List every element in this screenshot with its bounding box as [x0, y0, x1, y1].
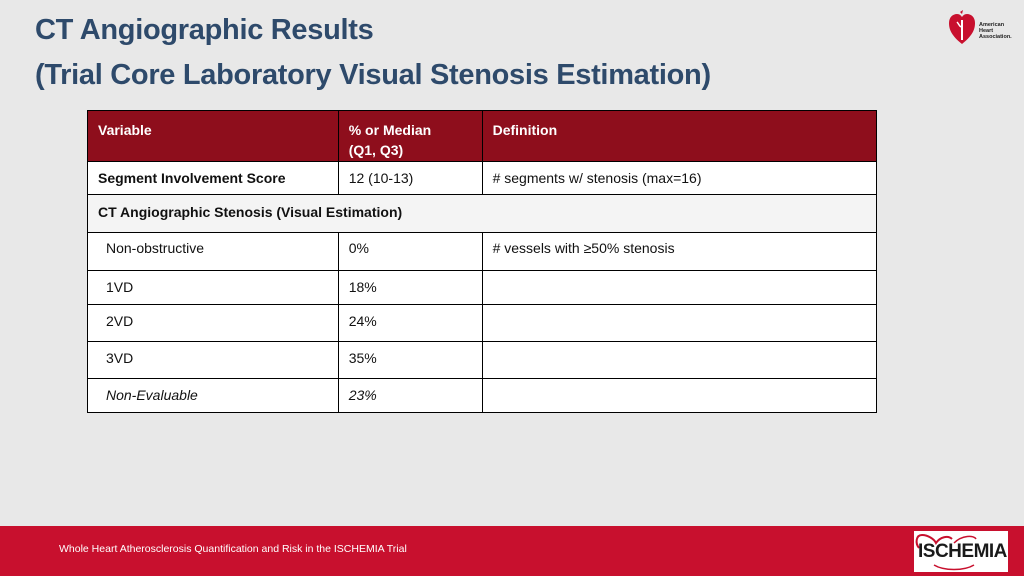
cell-definition [482, 379, 876, 413]
table-row [88, 233, 877, 271]
page-title-line1: CT Angiographic Results [35, 14, 374, 46]
cell-variable: 2VD [88, 305, 339, 342]
ischemia-logo [914, 531, 1008, 572]
cell-definition [482, 342, 876, 379]
footer-text: Whole Heart Atherosclerosis Quantification and Risk in the ISCHEMIA Trial [59, 543, 407, 555]
header-variable: Variable [88, 111, 339, 162]
cell-value: 23% [338, 379, 482, 413]
table-row [88, 305, 877, 342]
cell-variable: Non-obstructive [88, 233, 339, 271]
table-section-row [88, 195, 877, 233]
results-table [87, 110, 877, 413]
cell-definition [482, 271, 876, 305]
cell-definition: # vessels with ≥50% stenosis [482, 233, 876, 271]
cell-variable: 3VD [88, 342, 339, 379]
table-header-row [88, 111, 877, 162]
cell-definition [482, 305, 876, 342]
heart-torch-icon [948, 10, 976, 46]
ischemia-logo-word: ISCHEMIA [918, 541, 1007, 562]
page-title [35, 8, 711, 98]
cell-definition: # segments w/ stenosis (max=16) [482, 162, 876, 195]
page-title-line2: (Trial Core Laboratory Visual Stenosis Estimation) [35, 59, 711, 91]
aha-logo [948, 10, 1018, 46]
cell-value: 24% [338, 305, 482, 342]
cell-value: 12 (10-13) [338, 162, 482, 195]
footer-bar [0, 526, 1024, 576]
cell-variable: Non-Evaluable [88, 379, 339, 413]
table-row [88, 342, 877, 379]
cell-value: 18% [338, 271, 482, 305]
header-value: % or Median (Q1, Q3) [338, 111, 482, 162]
cell-value: 35% [338, 342, 482, 379]
cell-variable: Segment Involvement Score [88, 162, 339, 195]
table-row [88, 379, 877, 413]
cell-value: 0% [338, 233, 482, 271]
section-label: CT Angiographic Stenosis (Visual Estimation) [88, 195, 877, 233]
table-row [88, 271, 877, 305]
cell-variable: 1VD [88, 271, 339, 305]
table-row [88, 162, 877, 195]
header-definition: Definition [482, 111, 876, 162]
aha-logo-text: American Heart Association. [979, 22, 1012, 40]
